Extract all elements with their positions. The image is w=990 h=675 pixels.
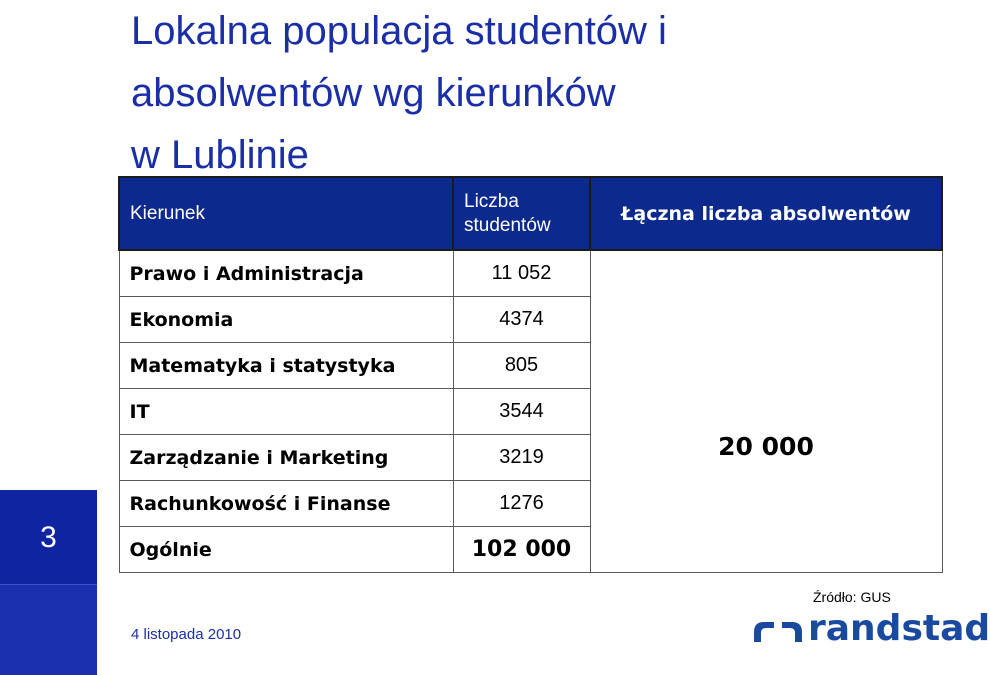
row-count: 3219 [453, 435, 590, 481]
header-liczba-studentow [453, 177, 590, 250]
row-name: Zarządzanie i Marketing [119, 435, 453, 481]
slide-title [131, 0, 911, 186]
total-graduates: 20 000 [590, 250, 942, 573]
row-name: Ogólnie [119, 527, 453, 573]
title-line-2: absolwentów wg kierunków [131, 71, 616, 115]
row-name: Rachunkowość i Finanse [119, 481, 453, 527]
row-count: 805 [453, 343, 590, 389]
row-count: 4374 [453, 297, 590, 343]
row-count: 1276 [453, 481, 590, 527]
header-kierunek: Kierunek [119, 177, 453, 250]
header-liczba-line1: Liczba [464, 190, 519, 212]
randstad-logo-mark-icon [750, 608, 806, 650]
title-line-1: Lokalna populacja studentów i [131, 9, 667, 53]
title-line-3: w Lublinie [131, 133, 309, 177]
table-row [119, 250, 942, 297]
row-name: Ekonomia [119, 297, 453, 343]
row-count-total: 102 000 [453, 527, 590, 573]
source-note: Źródło: GUS [813, 589, 891, 605]
row-count: 3544 [453, 389, 590, 435]
students-table [118, 176, 943, 573]
header-liczba-line2: studentów [464, 214, 551, 236]
logo-text: randstad [808, 608, 990, 649]
table-header-row [119, 177, 942, 250]
slide-number: 3 [0, 490, 97, 585]
row-name: Matematyka i statystyka [119, 343, 453, 389]
side-divider [0, 584, 97, 585]
slide-date: 4 listopada 2010 [131, 626, 242, 643]
row-name: Prawo i Administracja [119, 250, 453, 297]
row-name: IT [119, 389, 453, 435]
row-count: 11 052 [453, 250, 590, 297]
randstad-logo [750, 608, 990, 650]
header-absolwenci: Łączna liczba absolwentów [590, 177, 942, 250]
